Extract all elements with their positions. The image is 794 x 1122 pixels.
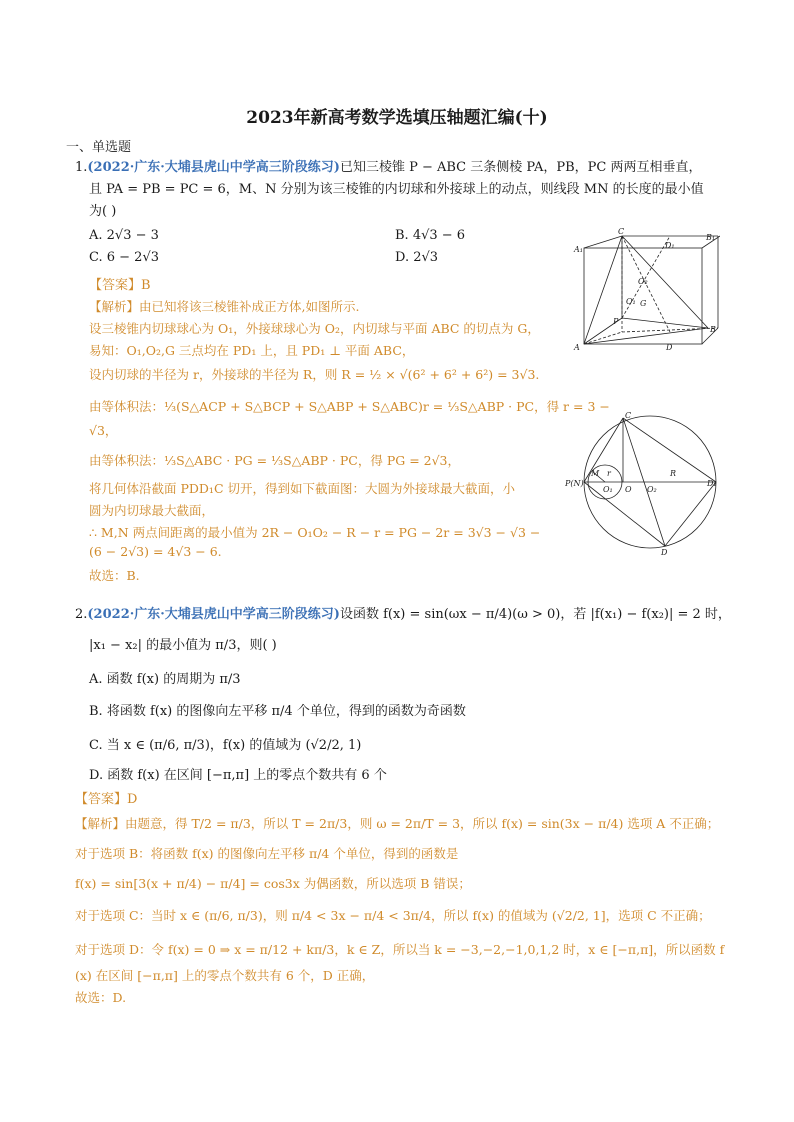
label-a: A (574, 343, 580, 352)
label-g: G (640, 299, 647, 308)
q1-stem-2: 且 PA = PB = PC = 6，M、N 分别为该三棱锥的内切球和外接球上的动点，则线段 MN 的长度的最小值 (89, 182, 704, 197)
q1-solution-10: ∴ M,N 两点间距离的最小值为 2R − O₁O₂ − R − r = PG − 2r = 3√3 − √3 − (89, 525, 541, 540)
q1-answer: 【答案】B (89, 278, 151, 293)
cube-figure (570, 228, 720, 358)
q2-solution-4: 对于选项 C：当时 x ∈ (π/6, π/3)，则 π/4 < 3x − π/4 < 3π/4，所以 f(x) 的值域为 (√2/2, 1]，选项 C 不正确； (75, 908, 711, 923)
label-o2: O₂ (647, 485, 657, 494)
q1-solution-4: 设内切球的半径为 r，外接球的半径为 R，则 R = ½ × √(6² + 6² + 6²) = 3√3. (89, 367, 540, 382)
label-c: C (618, 228, 625, 236)
q1-stem-1: 已知三棱锥 P − ABC 三条侧棱 PA，PB，PC 两两互相垂直， (339, 160, 702, 175)
label-r-large: R (670, 469, 677, 478)
tetra-edge (584, 236, 622, 344)
q1-line-1 (75, 156, 701, 175)
section-heading: 一、单选题 (66, 140, 132, 155)
q1-solution-1: 【解析】由已知将该三棱锥补成正方体,如图所示. (89, 299, 360, 314)
q1-solution-3: 易知：O₁,O₂,G 三点均在 PD₁ 上，且 PD₁ ⊥ 平面 ABC， (89, 343, 415, 358)
label-c: C (625, 411, 632, 420)
tetra-edge (584, 328, 708, 344)
q1-solution-7: 由等体积法：⅓S△ABC · PG = ⅓S△ABP · PC，得 PG = 2√3， (89, 453, 461, 468)
label-m: M (591, 469, 600, 478)
q2-stem-1: 设函数 f(x) = sin(ωx − π/4)(ω > 0)，若 |f(x₁) − f(x₂)| = 2 时， (339, 607, 731, 622)
q1-solution-12: 故选：B. (89, 568, 140, 583)
q1-source: (2022·广东·大埔县虎山中学高三阶段练习) (87, 160, 340, 175)
label-p: P (613, 317, 619, 326)
q2-option-a[interactable]: A. 函数 f(x) 的周期为 π/3 (89, 672, 241, 687)
q2-solution-7: 故选：D. (75, 990, 127, 1005)
q1-stem-3: 为( ) (89, 204, 117, 219)
q2-solution-2: 对于选项 B：将函数 f(x) 的图像向左平移 π/4 个单位，得到的函数是 (75, 846, 459, 861)
label-o1: O₁ (626, 297, 636, 306)
label-o: O (625, 485, 632, 494)
q2-solution-3: f(x) = sin[3(x + π/4) − π/4] = cos3x 为偶函数，所以选项 B 错误； (75, 876, 471, 891)
q2-solution-6: (x) 在区间 [−π,π] 上的零点个数共有 6 个，D 正确， (75, 968, 375, 983)
q1-number: 1. (75, 160, 88, 175)
q2-option-c[interactable]: C. 当 x ∈ (π/6, π/3)，f(x) 的值域为 (√2/2, 1) (89, 738, 362, 753)
label-d1: D₁ (707, 479, 717, 488)
label-a1: A₁ (574, 245, 583, 254)
label-d: D (666, 343, 673, 352)
q1-option-d[interactable]: D. 2√3 (395, 250, 439, 265)
q1-option-b[interactable]: B. 4√3 − 6 (395, 228, 466, 243)
label-pn: P(N) (565, 479, 584, 488)
q2-option-d[interactable]: D. 函数 f(x) 在区间 [−π,π] 上的零点个数共有 6 个 (89, 768, 387, 783)
q1-solution-5: 由等体积法：⅓(S△ACP + S△BCP + S△ABP + S△ABC)r = ⅓S△ABP · PC，得 r = 3 − (89, 399, 610, 414)
segment-dd1 (665, 482, 716, 546)
segment-pc (584, 418, 623, 482)
q1-option-c[interactable]: C. 6 − 2√3 (89, 250, 160, 265)
label-b: B (710, 325, 716, 334)
q2-stem-2: |x₁ − x₂| 的最小值为 π/3，则( ) (89, 638, 277, 653)
q2-solution-1: 【解析】由题意，得 T/2 = π/3，所以 T = 2π/3，则 ω = 2π/T = 3，所以 f(x) = sin(3x − π/4) 选项 A 不正确； (75, 816, 720, 831)
label-d1: D₁ (665, 241, 675, 250)
q2-option-b[interactable]: B. 将函数 f(x) 的图像向左平移 π/4 个单位，得到的函数为奇函数 (89, 704, 466, 719)
cube-edge (584, 236, 622, 248)
label-r-small: r (607, 469, 611, 478)
label-b1: B₁ (706, 233, 716, 242)
q1-solution-9: 圆为内切球最大截面， (89, 503, 215, 518)
q2-line-1 (75, 603, 731, 622)
cube-hidden-edge (584, 332, 622, 344)
q1-solution-11: (6 − 2√3) = 4√3 − 6. (89, 544, 222, 559)
q2-source: (2022·广东·大埔县虎山中学高三阶段练习) (87, 607, 340, 622)
q1-option-a[interactable]: A. 2√3 − 3 (89, 228, 159, 243)
label-o2: O₂ (638, 277, 648, 286)
q2-solution-5: 对于选项 D：令 f(x) = 0 ⇒ x = π/12 + kπ/3，k ∈ Z，所以当 k = −3,−2,−1,0,1,2 时，x ∈ [−π,π]，所以函数 f (75, 942, 725, 957)
cross-section-figure (565, 410, 725, 555)
q1-solution-8: 将几何体沿截面 PDD₁C 切开，得到如下截面图：大圆为外接球最大截面，小 (89, 481, 515, 496)
q2-answer: 【答案】D (75, 792, 138, 807)
q1-solution-6: √3， (89, 423, 118, 438)
page-title: 2023年新高考数学选填压轴题汇编(十) (246, 108, 548, 128)
label-d: D (661, 548, 668, 555)
tetra-edge (622, 318, 708, 328)
label-o1: O₁ (603, 485, 613, 494)
q1-solution-2: 设三棱锥内切球球心为 O₁，外接球球心为 O₂，内切球与平面 ABC 的切点为 G， (89, 321, 540, 336)
q2-number: 2. (75, 607, 88, 622)
